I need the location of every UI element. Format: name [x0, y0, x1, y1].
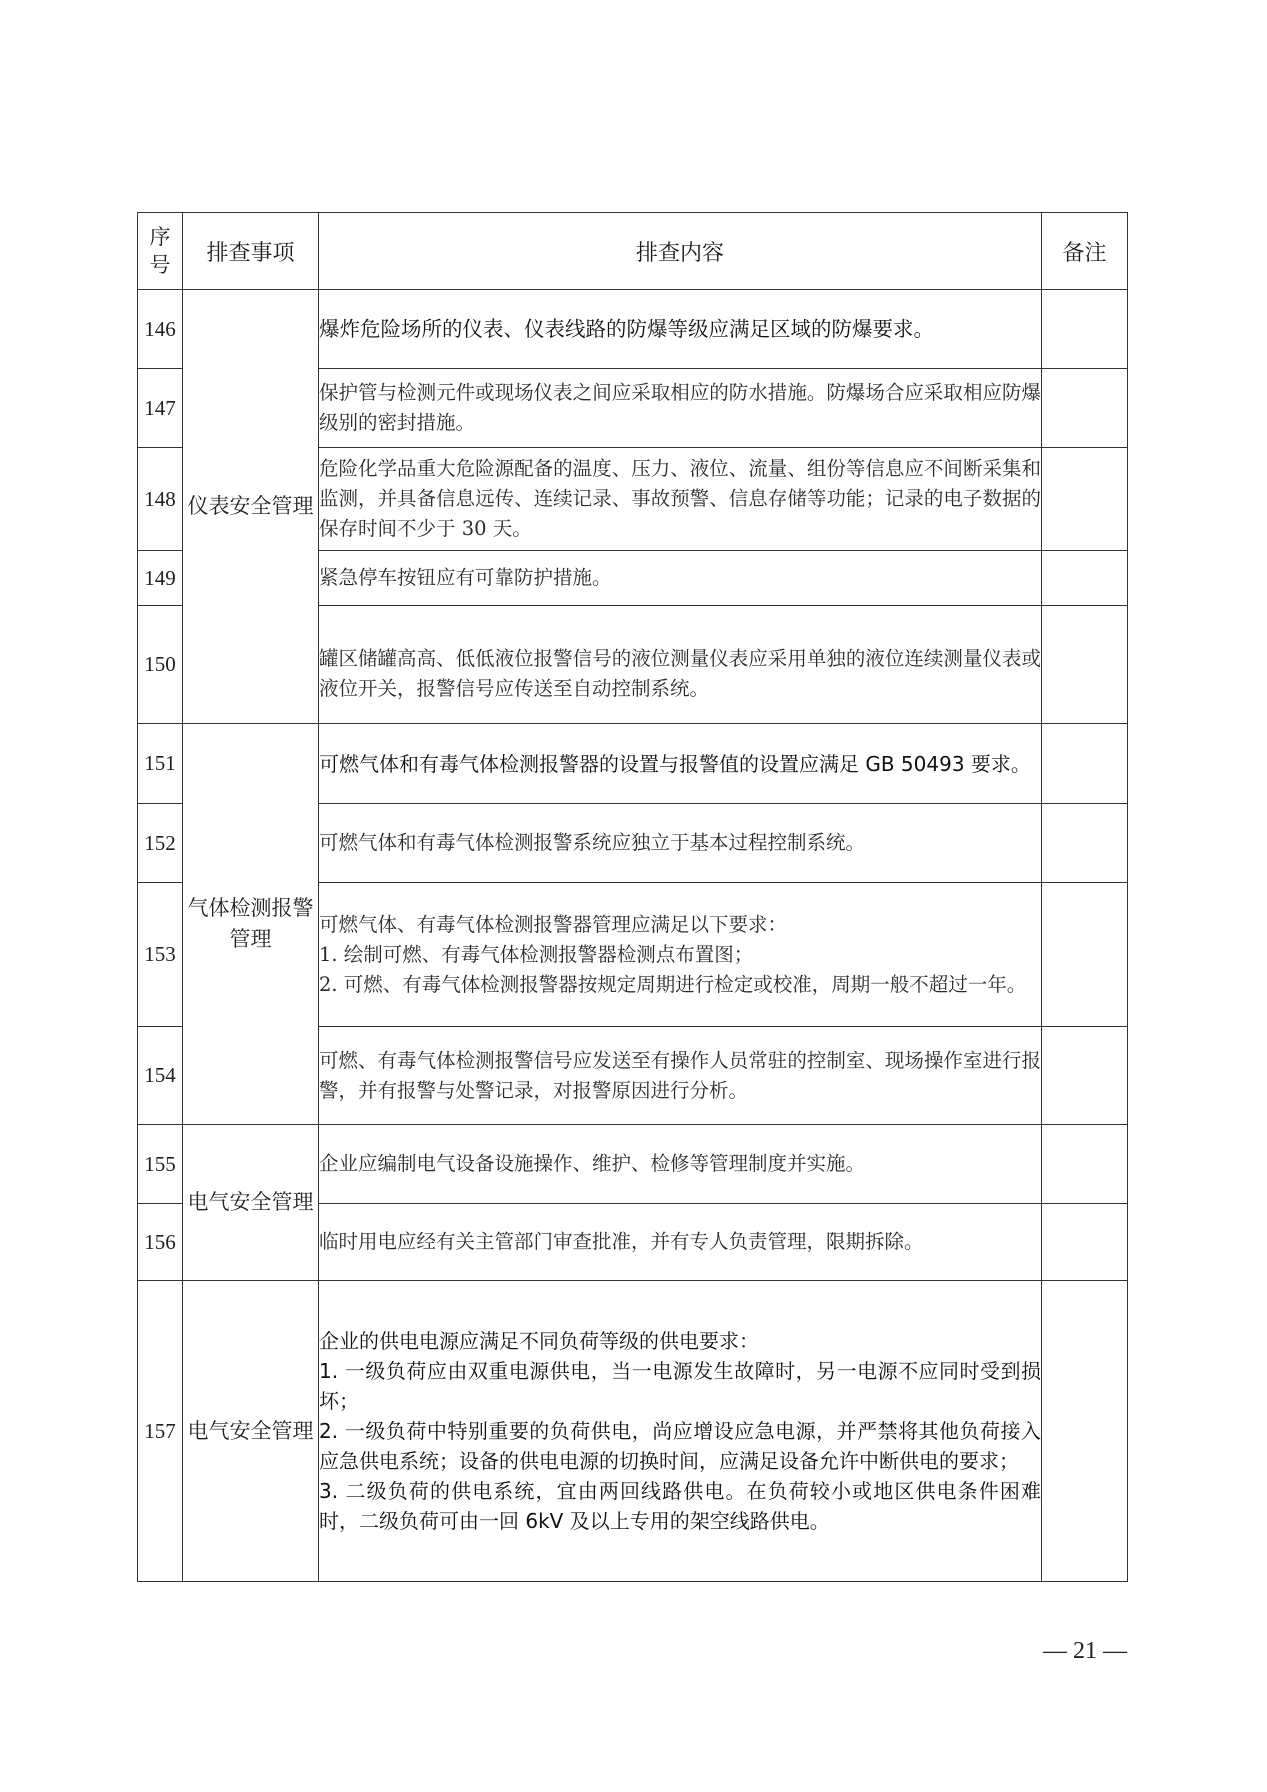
row-number: 152	[138, 804, 183, 883]
header-note: 备注	[1042, 213, 1128, 290]
group-instrument: 仪表安全管理	[183, 290, 319, 724]
row-note	[1042, 369, 1128, 448]
row-content: 危险化学品重大危险源配备的温度、压力、液位、流量、组份等信息应不间断采集和监测，并具备信息远传、连续记录、事故预警、信息存储等功能；记录的电子数据的保存时间不少于 30 天。	[319, 448, 1042, 551]
page-number: — 21 —	[1043, 1638, 1127, 1664]
row-number: 154	[138, 1027, 183, 1125]
row-content: 罐区储罐高高、低低液位报警信号的液位测量仪表应采用单独的液位连续测量仪表或液位开关，报警信号应传送至自动控制系统。	[319, 606, 1042, 724]
row-content: 企业应编制电气设备设施操作、维护、检修等管理制度并实施。	[319, 1125, 1042, 1204]
row-note	[1042, 883, 1128, 1027]
row-content: 保护管与检测元件或现场仪表之间应采取相应的防水措施。防爆场合应采取相应防爆级别的密封措施。	[319, 369, 1042, 448]
row-note	[1042, 606, 1128, 724]
row-content: 紧急停车按钮应有可靠防护措施。	[319, 551, 1042, 606]
group-electric-a: 电气安全管理	[183, 1125, 319, 1281]
row-number: 155	[138, 1125, 183, 1204]
row-content: 可燃气体和有毒气体检测报警器的设置与报警值的设置应满足 GB 50493 要求。	[319, 724, 1042, 804]
inspection-table	[137, 212, 1128, 1582]
row-note	[1042, 448, 1128, 551]
table-row	[138, 724, 1128, 804]
header-num: 序号	[138, 213, 183, 290]
row-number: 149	[138, 551, 183, 606]
row-note	[1042, 1281, 1128, 1582]
row-note	[1042, 551, 1128, 606]
row-number: 150	[138, 606, 183, 724]
row-note	[1042, 290, 1128, 369]
table-row	[138, 290, 1128, 369]
row-note	[1042, 1125, 1128, 1204]
table-row	[138, 1125, 1128, 1204]
group-gas-detection: 气体检测报警管理	[183, 724, 319, 1125]
table-row	[138, 1281, 1128, 1582]
header-item: 排查事项	[183, 213, 319, 290]
row-content: 可燃气体、有毒气体检测报警器管理应满足以下要求： 1. 绘制可燃、有毒气体检测报警器检测点布置图； 2. 可燃、有毒气体检测报警器按规定周期进行检定或校准，周期一般不超过一年。	[319, 883, 1042, 1027]
row-content: 可燃气体和有毒气体检测报警系统应独立于基本过程控制系统。	[319, 804, 1042, 883]
row-number: 151	[138, 724, 183, 804]
row-note	[1042, 1027, 1128, 1125]
group-electric-b: 电气安全管理	[183, 1281, 319, 1582]
row-number: 146	[138, 290, 183, 369]
row-content: 临时用电应经有关主管部门审查批准，并有专人负责管理，限期拆除。	[319, 1204, 1042, 1281]
row-note	[1042, 724, 1128, 804]
table-header-row	[138, 213, 1128, 290]
row-content: 爆炸危险场所的仪表、仪表线路的防爆等级应满足区域的防爆要求。	[319, 290, 1042, 369]
inspection-table-container	[137, 212, 1127, 1582]
row-number: 153	[138, 883, 183, 1027]
row-number: 156	[138, 1204, 183, 1281]
row-number: 147	[138, 369, 183, 448]
row-number: 148	[138, 448, 183, 551]
header-content: 排查内容	[319, 213, 1042, 290]
row-note	[1042, 1204, 1128, 1281]
row-content: 企业的供电电源应满足不同负荷等级的供电要求： 1. 一级负荷应由双重电源供电，当一电源发生故障时，另一电源不应同时受到损坏； 2. 一级负荷中特别重要的负荷供电，尚应增设应急电源，并严禁将其他负荷接入应急供电系统；设备的供电电源的切换时间，应满足设备允许中断供电的要求； 3. 二级负荷的供电系统，宜由两回线路供电。在负荷较小或地区供电条件困难时，二级负荷可由一回 6kV 及以上专用的架空线路供电。	[319, 1281, 1042, 1582]
row-note	[1042, 804, 1128, 883]
row-content: 可燃、有毒气体检测报警信号应发送至有操作人员常驻的控制室、现场操作室进行报警，并有报警与处警记录，对报警原因进行分析。	[319, 1027, 1042, 1125]
row-number: 157	[138, 1281, 183, 1582]
